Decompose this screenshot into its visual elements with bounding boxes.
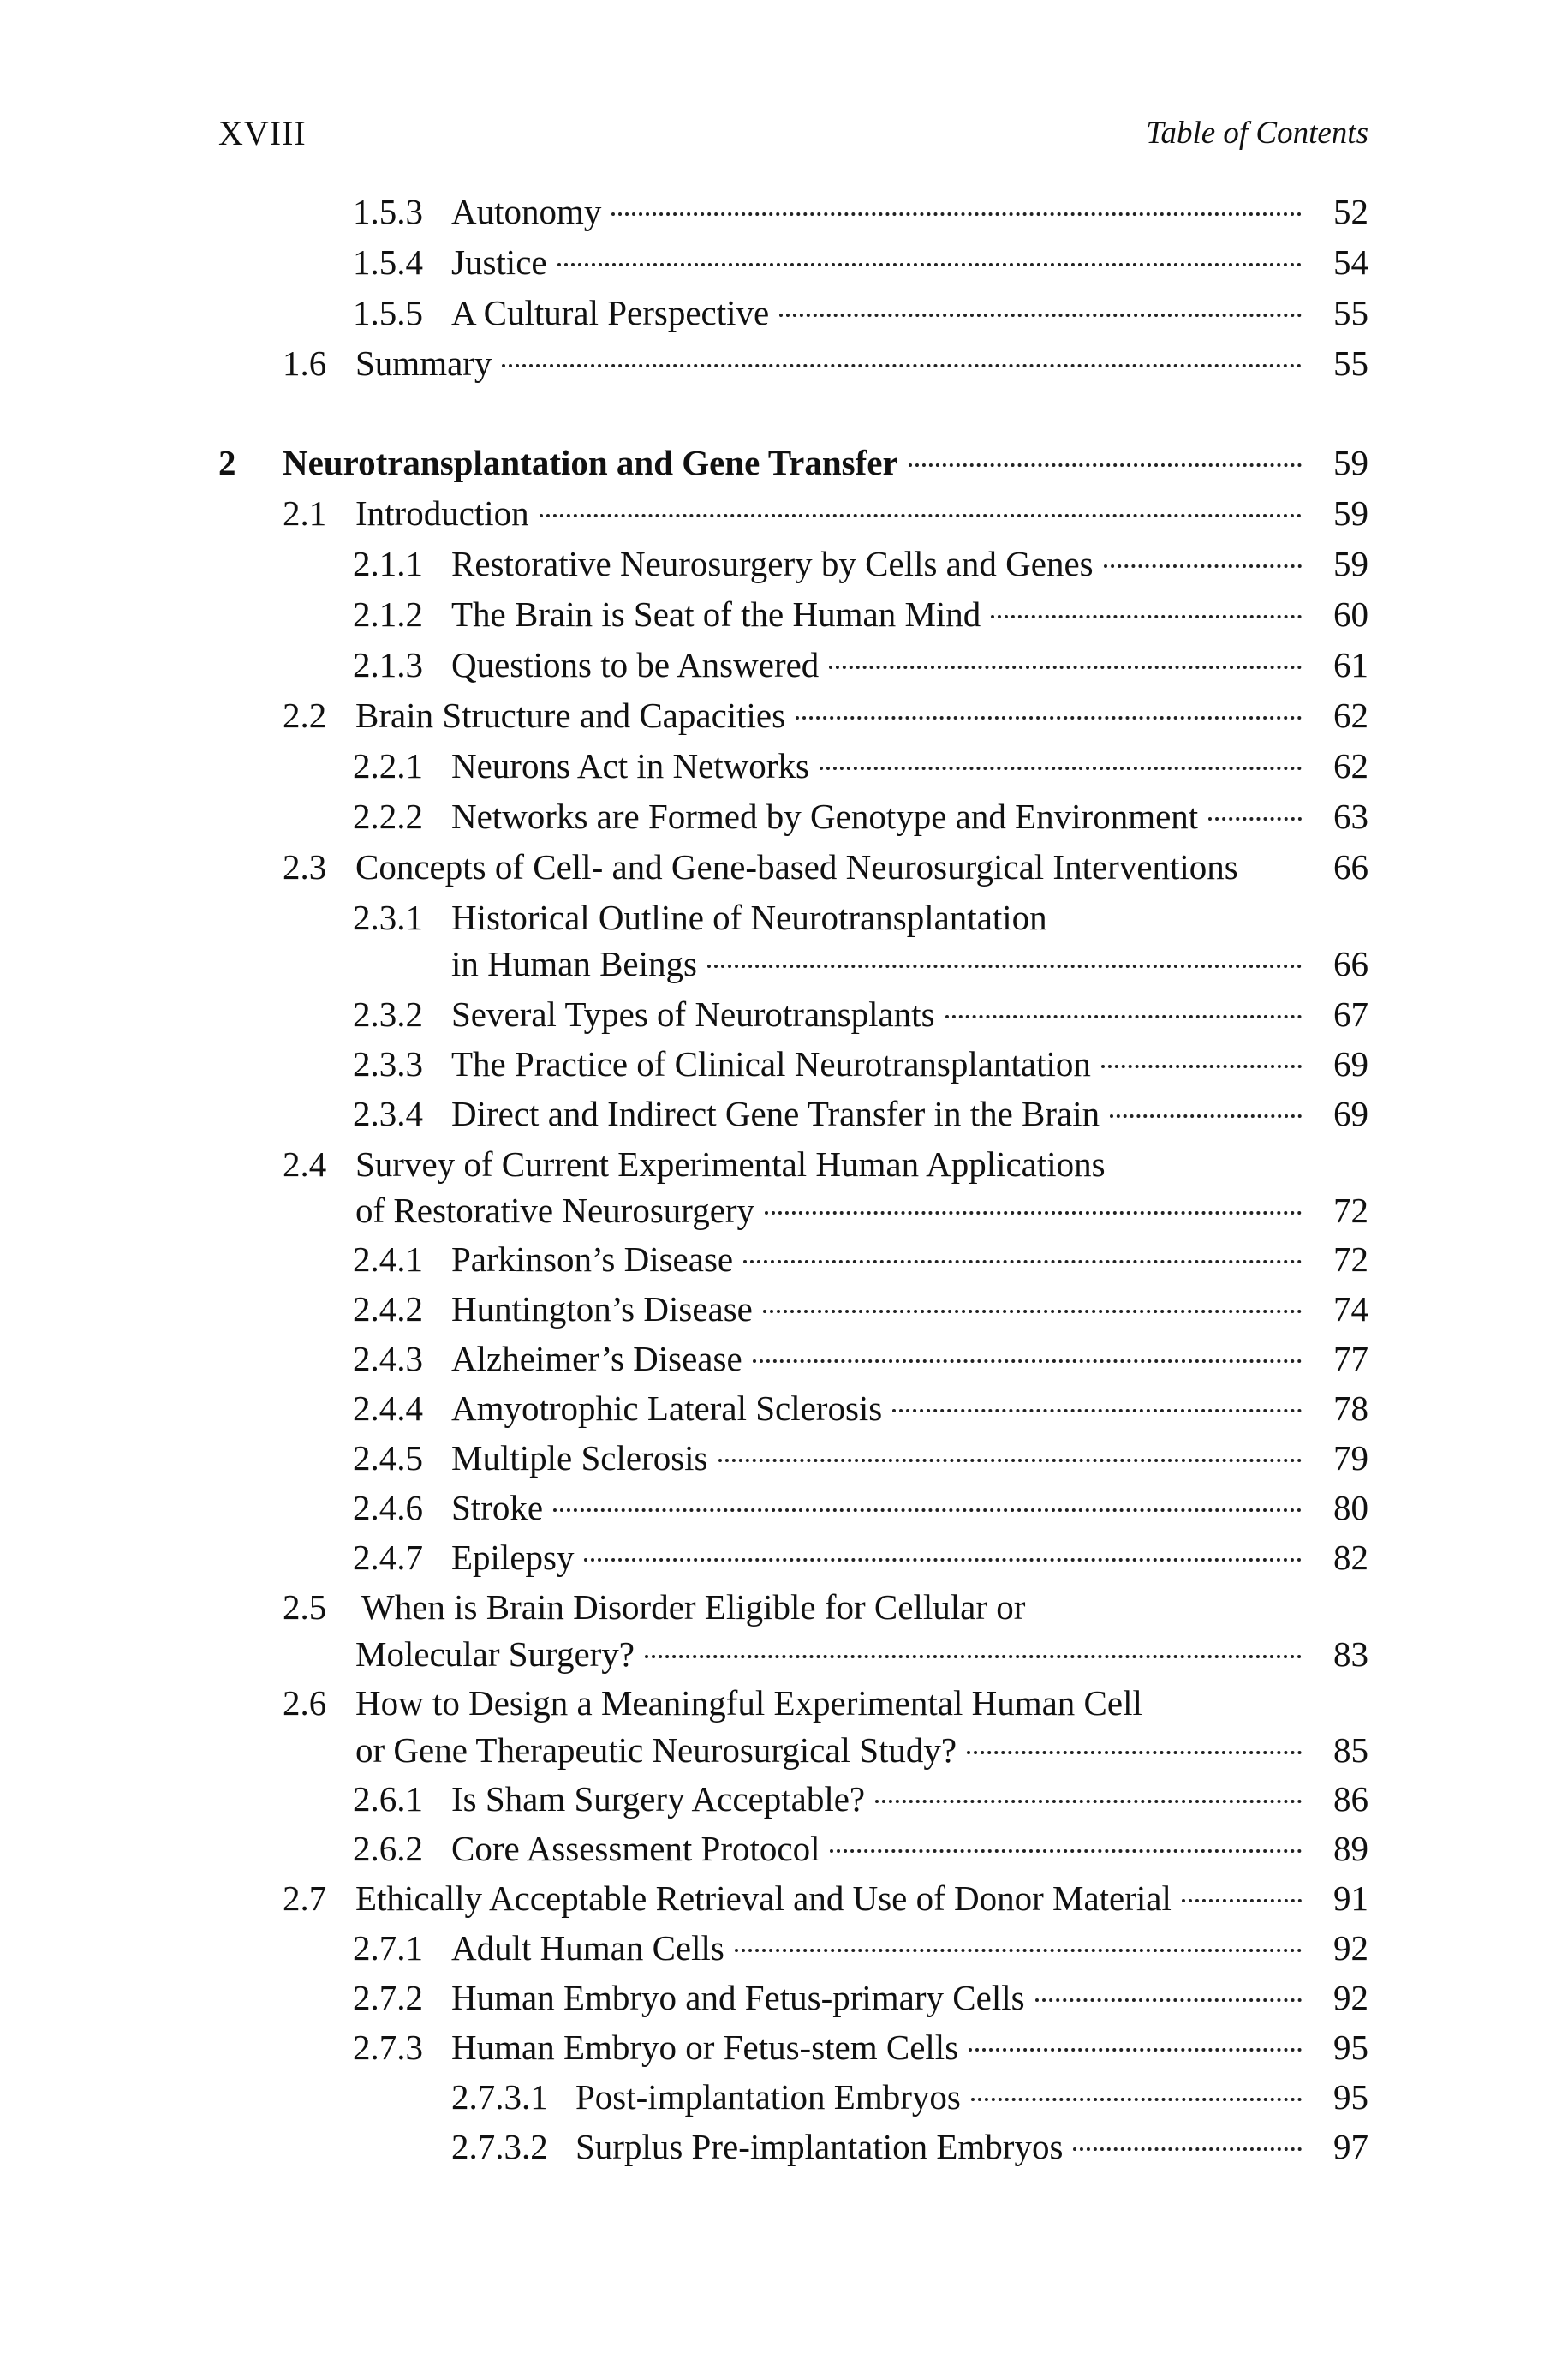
toc-entry-line [355, 690, 1368, 740]
toc-entry[interactable] [0, 690, 1568, 740]
toc-entry-title: Direct and Indirect Gene Transfer in the Brain [451, 1094, 1100, 1133]
toc-entry-number: 2.7.3 [353, 2028, 423, 2067]
dot-leader [557, 263, 1302, 266]
toc-entry-number: 2.4.3 [353, 1339, 423, 1378]
toc-entry[interactable] [0, 539, 1568, 588]
toc-entry-page: 60 [1333, 594, 1368, 634]
dot-leader [829, 666, 1302, 669]
toc-entry-number: 2.4.6 [353, 1488, 423, 1527]
toc-entry-line [451, 1483, 1368, 1532]
toc-entry-title: Alzheimer’s Disease [451, 1339, 742, 1378]
toc-entry-line [451, 589, 1368, 639]
toc-entry[interactable] [0, 1284, 1568, 1334]
toc-entry-line [451, 1039, 1368, 1089]
toc-entry-line [451, 989, 1368, 1039]
toc-entry[interactable] [0, 640, 1568, 690]
dot-leader [971, 2098, 1302, 2101]
toc-entry-number: 2.7.1 [353, 1928, 423, 1968]
toc-entry-title-continued: of Restorative Neurosurgery [355, 1191, 755, 1230]
toc-entry-title: Amyotrophic Lateral Sclerosis [451, 1389, 883, 1428]
dot-leader [991, 615, 1302, 618]
toc-entry-line [451, 640, 1368, 690]
toc-entry-number: 2.4.7 [353, 1538, 423, 1577]
toc-entry-title: Epilepsy [451, 1538, 575, 1577]
dot-leader [743, 1260, 1302, 1263]
dot-leader [765, 1211, 1302, 1215]
toc-entry-title: The Practice of Clinical Neurotransplantation [451, 1044, 1091, 1084]
toc-entry[interactable] [0, 237, 1568, 287]
toc-entry-page: 63 [1333, 797, 1368, 836]
toc-entry-line [355, 1629, 1368, 1679]
toc-entry-page: 61 [1333, 645, 1368, 684]
toc-entry-page: 59 [1333, 493, 1368, 533]
toc-entry[interactable] [0, 1334, 1568, 1383]
toc-entry-title: Human Embryo or Fetus-stem Cells [451, 2028, 959, 2067]
toc-entry-title: Autonomy [451, 192, 602, 231]
toc-entry[interactable] [0, 1923, 1568, 1973]
toc-chapter-entry[interactable] [0, 438, 1568, 487]
toc-entry-title: Concepts of Cell- and Gene-based Neurosurgical Interventions [355, 847, 1238, 887]
toc-entry-number: 2.6.2 [353, 1829, 423, 1868]
running-head: Table of Contents [1146, 116, 1368, 151]
toc-entry[interactable] [0, 1383, 1568, 1433]
toc-entry-number: 2.3.1 [353, 898, 423, 937]
toc-entry-number: 2.4 [283, 1144, 327, 1184]
dot-leader [1035, 1998, 1302, 2002]
toc-entry-line [451, 1973, 1368, 2022]
toc-entry-number: 2.3 [283, 847, 327, 887]
toc-entry-number: 2.3.3 [353, 1044, 423, 1084]
dot-leader [763, 1310, 1302, 1313]
toc-entry-line [451, 1923, 1368, 1973]
toc-entry[interactable] [0, 488, 1568, 538]
toc-entry-page: 95 [1333, 2077, 1368, 2117]
toc-entry-page: 69 [1333, 1044, 1368, 1084]
dot-leader [1182, 1899, 1302, 1902]
dot-leader [540, 514, 1302, 517]
toc-entry-continuation[interactable] [0, 1186, 1568, 1235]
toc-entry-page: 92 [1333, 1978, 1368, 2017]
toc-entry[interactable] [0, 1973, 1568, 2022]
toc-entry-title: Survey of Current Experimental Human Applications [355, 1144, 1106, 1184]
toc-entry-title: Justice [451, 242, 547, 282]
toc-entry-title: Multiple Sclerosis [451, 1438, 708, 1478]
page-header [0, 0, 1568, 171]
toc-entry[interactable] [0, 1824, 1568, 1873]
toc-entry-title: Historical Outline of Neurotransplantation [451, 898, 1047, 937]
toc-entry-title: Human Embryo and Fetus-primary Cells [451, 1978, 1025, 2017]
toc-entry-line [451, 1383, 1368, 1433]
toc-entry-number: 2.1.3 [353, 645, 423, 684]
toc-entry-first-line[interactable] [0, 893, 1568, 942]
toc-entry-line [451, 1433, 1368, 1483]
toc-entry-title: Surplus Pre-implantation Embryos [575, 2127, 1064, 2166]
dot-leader [502, 364, 1302, 367]
toc-entry-page: 72 [1333, 1239, 1368, 1279]
dot-leader [735, 1949, 1302, 1952]
toc-entry-title: Post-implantation Embryos [575, 2077, 961, 2117]
toc-entry-number: 1.5.5 [353, 293, 423, 332]
toc-entry[interactable] [0, 2022, 1568, 2072]
toc-entry-number: 2.6.1 [353, 1779, 423, 1819]
toc-entry[interactable] [0, 1774, 1568, 1824]
toc-entry-number: 2.2.2 [353, 797, 423, 836]
dot-leader [1110, 1114, 1302, 1118]
toc-entry-title: Huntington’s Disease [451, 1289, 753, 1329]
toc-entry-page: 79 [1333, 1438, 1368, 1478]
toc-entry-line [451, 791, 1368, 841]
toc-entry-number: 2.1.1 [353, 544, 423, 583]
toc-entry[interactable] [0, 741, 1568, 791]
toc-entry-line [355, 1873, 1368, 1923]
toc-entry-line [451, 1284, 1368, 1334]
toc-entry-number: 2.3.4 [353, 1094, 423, 1133]
dot-leader [645, 1655, 1302, 1658]
toc-entry-page: 89 [1333, 1829, 1368, 1868]
toc-entry-title: Restorative Neurosurgery by Cells and Genes [451, 544, 1094, 583]
toc-entry-line [451, 1334, 1368, 1383]
toc-entry-number: 2.4.1 [353, 1239, 423, 1279]
toc-entry-number: 2.1.2 [353, 594, 423, 634]
toc-entry-line [451, 187, 1368, 236]
toc-entry-page: 62 [1333, 746, 1368, 785]
dot-leader [553, 1508, 1302, 1512]
toc-entry-number: 2.2.1 [353, 746, 423, 785]
dot-leader [892, 1409, 1302, 1412]
toc-entry-page: 95 [1333, 2028, 1368, 2067]
toc-entry-page: 92 [1333, 1928, 1368, 1968]
leader-gap [1249, 868, 1302, 871]
toc-entry[interactable] [0, 989, 1568, 1039]
toc-entry-number: 2.2 [283, 696, 327, 735]
toc-entry-title-continued: or Gene Therapeutic Neurosurgical Study? [355, 1730, 957, 1770]
toc-entry-number: 2.4.5 [353, 1438, 423, 1478]
dot-leader [1104, 564, 1302, 568]
toc-entry-number: 2.7.3.1 [451, 2077, 548, 2117]
toc-chapter-number: 2 [218, 443, 236, 482]
dot-leader [796, 716, 1302, 720]
dot-leader [584, 1558, 1302, 1562]
toc-entry-number: 2.7.2 [353, 1978, 423, 2017]
toc-entry-page: 62 [1333, 696, 1368, 735]
toc-entry-page: 83 [1333, 1634, 1368, 1674]
toc-entry[interactable] [0, 1234, 1568, 1284]
toc-entry-number: 2.7 [283, 1878, 327, 1918]
dot-leader [753, 1359, 1302, 1363]
toc-entry[interactable] [0, 187, 1568, 236]
toc-entry[interactable] [0, 338, 1568, 388]
toc-entry-number: 2.1 [283, 493, 327, 533]
toc-entry[interactable] [0, 2122, 1568, 2171]
toc-entry[interactable] [0, 791, 1568, 841]
toc-entry-line [451, 1824, 1368, 1873]
toc-entry-line [283, 438, 1368, 487]
toc-entry-page: 69 [1333, 1094, 1368, 1133]
toc-entry-line [451, 939, 1368, 988]
dot-leader [830, 1849, 1302, 1853]
toc-entry-title-continued: Molecular Surgery? [355, 1634, 635, 1674]
toc-entry-page: 66 [1333, 944, 1368, 983]
page-number: XVIII [218, 114, 307, 152]
toc-entry-number: 2.6 [283, 1683, 327, 1723]
dot-leader [969, 2048, 1302, 2052]
dot-leader [707, 965, 1302, 968]
toc-entry-title: Adult Human Cells [451, 1928, 724, 1968]
toc-entry-line [451, 1774, 1368, 1824]
toc-entry-line [451, 1234, 1368, 1284]
dot-leader [820, 767, 1302, 770]
toc-entry[interactable] [0, 1039, 1568, 1089]
toc-entry-title: Questions to be Answered [451, 645, 820, 684]
toc-entry[interactable] [0, 1873, 1568, 1923]
toc-entry-title: Several Types of Neurotransplants [451, 994, 935, 1034]
toc-entry-title: Introduction [355, 493, 529, 533]
toc-entry-line [451, 1089, 1368, 1138]
toc-entry-continuation[interactable] [0, 939, 1568, 988]
toc-entry-number: 1.5.3 [353, 192, 423, 231]
toc-entry-line [451, 741, 1368, 791]
toc-entry-title: Brain Structure and Capacities [355, 696, 786, 735]
toc-entry-title: Stroke [451, 1488, 544, 1527]
toc-entry-page: 85 [1333, 1730, 1368, 1770]
dot-leader [611, 212, 1302, 216]
toc-entry-number: 2.4.2 [353, 1289, 423, 1329]
toc-entry-page: 78 [1333, 1389, 1368, 1428]
toc-entry[interactable] [0, 1089, 1568, 1138]
toc-entry-number: 1.5.4 [353, 242, 423, 282]
toc-entry-title: Summary [355, 343, 492, 383]
toc-entry-line [575, 2072, 1368, 2122]
dot-leader [718, 1459, 1302, 1462]
toc-entry-line [355, 1725, 1368, 1775]
toc-entry[interactable] [0, 288, 1568, 337]
toc-entry-title: Networks are Formed by Genotype and Environment [451, 797, 1199, 836]
toc-entry-number: 2.5 [283, 1587, 327, 1627]
toc-entry-number: 2.7.3.2 [451, 2127, 548, 2166]
toc-entry-page: 74 [1333, 1289, 1368, 1329]
toc-entry-page: 91 [1333, 1878, 1368, 1918]
toc-entry-page: 54 [1333, 242, 1368, 282]
toc-entry-line [451, 2022, 1368, 2072]
toc-entry-title: Parkinson’s Disease [451, 1239, 734, 1279]
toc-entry-line [451, 288, 1368, 337]
dot-leader [779, 314, 1302, 317]
toc-entry-first-line[interactable] [0, 1139, 1568, 1189]
toc-entry-line [451, 539, 1368, 588]
dot-leader [1101, 1065, 1302, 1068]
toc-entry-page: 77 [1333, 1339, 1368, 1378]
toc-entry[interactable] [0, 842, 1568, 892]
toc-entry-line [575, 2122, 1368, 2171]
toc-entry-title: Ethically Acceptable Retrieval and Use of Donor Material [355, 1878, 1172, 1918]
toc-entry-title: A Cultural Perspective [451, 293, 770, 332]
toc-entry-first-line[interactable] [0, 1678, 1568, 1728]
toc-entry-page: 52 [1333, 192, 1368, 231]
toc-entry-title: The Brain is Seat of the Human Mind [451, 594, 981, 634]
toc-entry-page: 67 [1333, 994, 1368, 1034]
toc-entry[interactable] [0, 589, 1568, 639]
toc-entry-first-line[interactable] [0, 1582, 1568, 1632]
toc-entry-page: 66 [1333, 847, 1368, 887]
toc-entry[interactable] [0, 1483, 1568, 1532]
toc-entry-page: 82 [1333, 1538, 1368, 1577]
dot-leader [909, 463, 1302, 467]
toc-entry-number: 2.4.4 [353, 1389, 423, 1428]
toc-entry-page: 80 [1333, 1488, 1368, 1527]
toc-entry-page: 59 [1333, 443, 1368, 482]
toc-entry-title: When is Brain Disorder Eligible for Cellular or [361, 1587, 1026, 1627]
toc-entry-page: 72 [1333, 1191, 1368, 1230]
dot-leader [945, 1015, 1302, 1018]
dot-leader [1073, 2147, 1302, 2151]
toc-entry-title: Neurons Act in Networks [451, 746, 809, 785]
toc-chapter-title: Neurotransplantation and Gene Transfer [283, 443, 898, 482]
toc-entry-page: 86 [1333, 1779, 1368, 1819]
toc-entry-page: 59 [1333, 544, 1368, 583]
toc-entry-page: 97 [1333, 2127, 1368, 2166]
toc-entry-number: 2.3.2 [353, 994, 423, 1034]
dot-leader [967, 1751, 1302, 1754]
toc-entry-continuation[interactable] [0, 1629, 1568, 1679]
toc-entry-continuation[interactable] [0, 1725, 1568, 1775]
toc-entry-line [355, 1186, 1368, 1235]
toc-entry-title: How to Design a Meaningful Experimental Human Cell [355, 1683, 1142, 1723]
toc-entry-page: 55 [1333, 343, 1368, 383]
toc-entry-title: Is Sham Surgery Acceptable? [451, 1779, 866, 1819]
toc-entry[interactable] [0, 1433, 1568, 1483]
toc-entry-line [355, 842, 1368, 892]
toc-entry-line [355, 488, 1368, 538]
toc-entry-title: Core Assessment Protocol [451, 1829, 820, 1868]
toc-entry-page: 55 [1333, 293, 1368, 332]
dot-leader [875, 1800, 1302, 1803]
toc-entry-line [355, 338, 1368, 388]
toc-entry[interactable] [0, 1532, 1568, 1582]
toc-entry[interactable] [0, 2072, 1568, 2122]
toc-entry-line [451, 237, 1368, 287]
toc-entry-line [451, 1532, 1368, 1582]
dot-leader [1208, 817, 1302, 821]
toc-entry-number: 1.6 [283, 343, 327, 383]
toc-entry-title-continued: in Human Beings [451, 944, 697, 983]
